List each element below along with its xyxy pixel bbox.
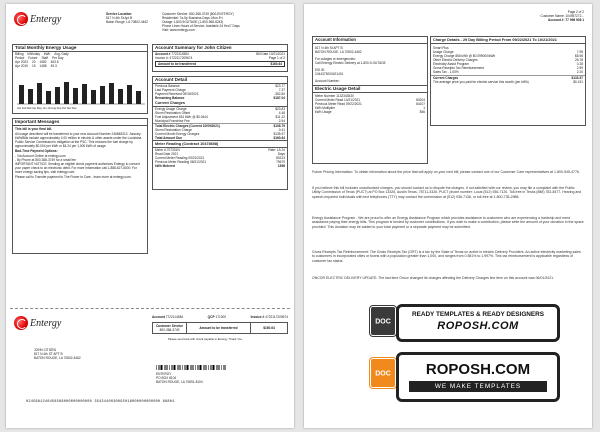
avg-price-label: The average price you paid for electric service this month (per kWh) — [433, 80, 529, 84]
doc-file-icon-orange — [370, 358, 396, 388]
usage-header-cell: Billing — [15, 52, 24, 56]
service-location-city: Baton Rouge, LA 70802-4462 — [106, 20, 149, 24]
usage-cell: 1580 — [39, 60, 47, 64]
promo-banner-2[interactable] — [396, 352, 560, 402]
charge-label: Fuel Adjustment 634 kWh @ $0.0444 — [155, 115, 208, 119]
messages-title: Important Messages — [13, 119, 147, 126]
address-line: PO BOX 8104 — [156, 376, 177, 380]
charge-detail-row — [431, 70, 585, 74]
extra-value: 0.41 — [278, 128, 285, 132]
detail-value: 7.37 — [278, 88, 285, 92]
service-location-label: Service Location — [106, 12, 132, 16]
total-value: $108.79 — [273, 124, 285, 128]
usage-cell: Per Day — [51, 56, 64, 60]
entergy-logo-icon — [14, 316, 28, 330]
usage-detail-value: 1 — [423, 106, 425, 110]
usage-header-cell: kWh/day — [27, 52, 40, 56]
bill-date-value: 10/21/2021 — [269, 52, 285, 56]
messages-body-3: Please call to Transfer payment to The Power to Care - learn more at entergy.com. — [15, 175, 132, 179]
pay-to-address — [156, 372, 203, 384]
account-info-body — [313, 44, 427, 85]
account-info-line: ESI ID: — [315, 68, 326, 72]
usage-header-cell: Avg. Daily — [54, 52, 69, 56]
detail-label: Payment Received 09/30/2021 — [155, 92, 199, 96]
detail-value: -352.84 — [274, 92, 285, 96]
stub-cs — [153, 323, 187, 333]
current-charges-value: $133.97 — [571, 76, 583, 80]
usage-months: Jan Feb Mar Apr May Jun Jul Aug Sep Oct Nov Dec — [17, 107, 77, 110]
detail-value: $23.77 — [275, 84, 285, 88]
service-location — [106, 12, 158, 24]
charge-detail-value: 2.20 — [576, 70, 583, 74]
dispute-paragraph: If you believe this bill includes unauthorized charges, you should contact us to dispute the charges. If not satisfied with our review, you may file a complaint with the Public Utility Commission of Texas (PUCT) at PO Box 13326, Austin Texas, 78711-3326. PUCT phone number: Local (512) 936-7120. Toll-free in Texas (888) 782-8477. Hearing and speech-impaired individuals with text telephones (TTY) may contact the commission at (512) 936-7136, or toll-free at 1-800-735-2988. — [312, 186, 582, 199]
messages-subtitle: This bill is your final bill. — [15, 127, 53, 131]
usage-cell: 463.5 — [50, 60, 59, 64]
stub-account-value: 7722114584 — [165, 315, 184, 319]
extra-label: Current Month Energy Charges — [155, 132, 200, 136]
charge-label: Storm Restoration Offset — [155, 111, 191, 115]
usage-cell: Apr 2023 — [15, 60, 28, 64]
account-info-title: Account Information — [313, 37, 427, 44]
extra-value: $160.64 — [273, 136, 285, 140]
usage-detail-value: 83204 — [416, 98, 425, 102]
usage-box — [12, 44, 148, 114]
page-info — [540, 10, 584, 22]
charge-value: $11.22 — [275, 115, 285, 119]
stub-note: Please send stub with check payable to Entergy. Thank You. — [168, 337, 243, 341]
meter-value: Rate: LA 24 — [268, 148, 285, 152]
cs-line: Phone Lines Hours of Service: Available 24 Hrs/7 Days — [162, 24, 240, 28]
usage-cell: 15 — [31, 64, 36, 68]
page-info-line: Page 2 of 2 — [567, 10, 584, 14]
meter-value: 79679 — [276, 160, 285, 164]
summary-row — [153, 56, 287, 60]
bill-date-label: Bill Date — [256, 52, 269, 56]
stub-transfer-value: $160.64 — [263, 326, 275, 330]
cs-line: Outage 1-800-9OUTAGE (1-800-968-8243) — [162, 20, 224, 24]
usage-detail-label: kWh Usage — [315, 110, 332, 114]
charge-detail-value: 26.78 — [575, 58, 583, 62]
gross-receipts-paragraph: Gross Receipts Tax Reimbursement: The Gross Receipts Tax (GRT) is a tax by the State of Texas on active in electric Delivery Providers. An active electricity marketing sales to customers in incorporated cities or towns with a population greater than 1,000, and ranges from 0.581% to 1.997%. This tax reimbursement is applicable regardless of customer tax status. — [312, 250, 581, 263]
entergy-logo — [14, 12, 61, 26]
address-line: JOHN CITIZEN — [34, 348, 56, 352]
usage-detail-label: Current Meter Read 10/21/2021 — [315, 98, 361, 102]
promo-banner-1-line-2: ROPOSH.COM — [437, 320, 519, 332]
account-info-line: BATON ROUGE, LA 70802-4462 — [315, 50, 362, 54]
usage-detail-value: 856 — [419, 110, 425, 114]
charge-details — [430, 36, 586, 126]
address-line: 817 N 4th ST APT B — [34, 352, 63, 356]
meter-title: Meter Reading (Contract 10478608) — [153, 140, 287, 148]
invoice-label: Invoice #: — [155, 56, 169, 60]
usage-detail-label: Meter Number 1132343530 — [315, 94, 354, 98]
stub-invoice-value: 4722117209674 — [265, 315, 288, 319]
important-messages — [12, 118, 148, 254]
total-label: Total Electric Charges (Current 10/09/2021) — [155, 124, 220, 128]
page-info-line: Customer Name: 104957272... — [540, 14, 584, 18]
brand-name: Entergy — [30, 13, 62, 25]
account-info-line: 1044373000421401 — [315, 72, 344, 76]
service-location-street: 817 N 4th St Apt B — [106, 16, 133, 20]
account-info-line: Account Number: — [315, 79, 340, 83]
pricing-info-paragraph: Future Pricing Information: To obtain information about the price that will apply on your next bill, please contact one of our Customer Care representatives at 1-800-545-4776. — [312, 170, 580, 174]
detail-label: Remaining Balance — [155, 96, 185, 100]
stub-qcp-value: 171000 — [215, 315, 227, 319]
usage-cell: Staff — [41, 56, 48, 60]
doc-icon-label: DOC — [375, 318, 391, 326]
kwh-value: 1598 — [277, 164, 285, 168]
extra-value: $135.97 — [273, 132, 285, 136]
stub-qcp-label: QCP — [207, 315, 215, 319]
postal-barcode — [156, 365, 226, 370]
account-value: 7722114584 — [171, 52, 189, 56]
page-count: Page 1 of 2 — [268, 56, 285, 60]
usage-box-title: Total Monthly Energy Usage — [13, 45, 147, 52]
kwh-label: kWh Metered — [155, 164, 175, 168]
usage-cell: 49.3 — [50, 64, 57, 68]
usage-cell: Future — [28, 56, 38, 60]
account-summary — [152, 44, 288, 72]
account-information — [312, 36, 428, 164]
account-detail — [152, 76, 288, 190]
extra-label: Storm Restoration Charge — [155, 128, 193, 132]
meter-value: Days — [277, 152, 285, 156]
promo-banner-1-line-1: READY TEMPLATES & READY DESIGNERS — [411, 311, 545, 318]
usage-row — [13, 64, 147, 68]
meter-label: Previous Meter Reading 08/21/2021 — [155, 160, 207, 164]
charge-detail-value: 2.59 — [576, 66, 583, 70]
charge-detail-value: 7.95 — [576, 50, 583, 54]
messages-body-2: - Via Account Online at entergy.com - By Phone at 800-368-3749 for a small fee IMPORTANT NOTICE: Sending an eligible check payment authorizes Entergy to convert your paper check to an electronic debit. For more information call 1-888-627-6000. For more energy saving tips, visit entergy.com. — [15, 154, 140, 174]
address-line: ENTERGY — [156, 372, 172, 376]
oncor-update-paragraph: ONCOR ELECTRIC DELIVERY UPDATE: The last time Oncor changed its charges affecting the Delivery Charges line item on this account was 06/01/2021. — [312, 276, 555, 280]
cs-line: Visit: www.entergy.com — [162, 28, 195, 32]
assistance-paragraph: Energy Assistance Program - We are proud to offer an Energy Assistance Program which provides assistance to customers who are experiencing a hardship and need assistance paying their energy bills. This program is funded by customer contributions. If you wish to make a contribution, please write the amount of your donation in the space provided. This donation may be added to your total payment or a separate payment may be submitted. — [312, 216, 584, 229]
cs-line: Residential: 7a-5p Business Days: Mon-Fri — [162, 16, 223, 20]
usage-detail-label: kWh Multiplier — [315, 106, 336, 110]
brand-name: Entergy — [30, 317, 62, 329]
account-info-line: For outages or emergencies: — [315, 57, 356, 61]
extra-label: Total Amount Due — [155, 136, 183, 140]
account-info-line: Call Entergy Electric Delivery at 1-800-9-OUTAGE — [315, 61, 386, 65]
account-detail-title: Account Detail — [153, 77, 287, 84]
meter-label: Current Meter Reading 09/21/2021 — [155, 156, 205, 160]
stub-cs-label: Customer Service — [155, 324, 184, 328]
charge-value: $23.83 — [275, 107, 285, 111]
cs-line: Customer Service: 800-368-3749 (800-ENTERGY) — [162, 12, 234, 16]
amount-due-label: Amount to be transferred — [158, 62, 197, 66]
promo-banner-2-line-2: WE MAKE TEMPLATES — [409, 381, 547, 392]
meter-value: 80313 — [276, 156, 285, 160]
page-info-line: Account #: 77 998 908 1 — [548, 18, 584, 22]
usage-cell: Period — [15, 56, 25, 60]
promo-banner-2-line-1: ROPOSH.COM — [425, 361, 531, 378]
detail-value: $187.04 — [273, 96, 285, 100]
current-charges-label: Current Charges — [433, 76, 459, 80]
stub-cs-value: 800-368-3749 — [159, 328, 180, 332]
usage-cell: 1488 — [39, 64, 47, 68]
detail-label: Previous Balance — [155, 84, 180, 88]
charge-value: 4.48 — [278, 111, 285, 115]
usage-cell: 20 — [31, 60, 36, 64]
charge-detail-value: $8.96 — [575, 54, 583, 58]
bill-page-1 — [6, 4, 294, 428]
amount-due-row — [155, 61, 285, 67]
charge-detail-label: Electricity Assist Program — [433, 62, 469, 66]
charge-detail-value: 0.28 — [576, 62, 583, 66]
entergy-logo-stub — [14, 316, 61, 330]
charge-detail-label: Gross Receipts Tax Reimbursement — [433, 66, 484, 70]
usage-detail-title: Electric Usage Detail — [313, 85, 427, 93]
cut-line — [10, 308, 290, 309]
promo-banner-1[interactable] — [396, 304, 560, 342]
address-line: BATON ROUGE, LA 70802-4462 — [34, 356, 81, 360]
usage-detail-row — [315, 110, 425, 114]
summary-title: Account Summary for John Citizen — [153, 45, 287, 52]
charge-details-title: Charge Details - 29 Day Billing Period From 09/22/2021 To 10/21/2021 — [431, 37, 585, 44]
address-line: BATON ROUGE, LA 70891-8104 — [156, 380, 203, 384]
usage-cell: Apr 2019 — [15, 64, 28, 68]
current-charges-title: Current Charges — [153, 100, 287, 107]
doc-icon-label: DOC — [375, 370, 391, 378]
stub-transfer-label: Amount to be transferred — [187, 323, 251, 333]
meter-label: Read Date 2021 — [155, 152, 179, 156]
doc-file-icon — [370, 306, 396, 336]
charge-detail-label: Smart Plus — [433, 46, 449, 50]
charge-label: Energy Usage Charge — [155, 107, 187, 111]
meter-label: Meter #:707331N — [155, 148, 180, 152]
stub-header — [152, 315, 288, 319]
usage-detail-table — [313, 93, 427, 115]
bill-page-2 — [304, 4, 592, 428]
kwh-row — [153, 164, 287, 168]
invoice-value: 4722117209674 — [169, 56, 193, 60]
usage-detail-label: Previous Meter Read 09/22/2021 — [315, 102, 362, 106]
usage-bar-chart — [17, 79, 145, 105]
charge-label: Municipal Franchise Fee — [155, 119, 190, 123]
messages-body: All usage described will be transferred to your new Account Number 246848312. January - kWh/Bills include approximately 4.00 million in electric & other assets under the Louisiana Public Service Commission's mitigation at the PSC. This reduces the fuel charge by approximately $0.004 per kWh or $4.24 per 1,000 kWh of usage. — [15, 132, 143, 148]
avg-price-value: $0.151 — [573, 80, 583, 84]
account-info-line: 817 N 4th St APT B — [315, 46, 343, 50]
usage-header-cell: kWh — [43, 52, 51, 56]
charge-detail-label: Other Electric Delivery Charges — [433, 58, 478, 62]
charge-detail-label: Usage Charge — [433, 50, 454, 54]
stub-invoice-label: Invoice # — [250, 315, 265, 319]
messages-subtitle-2: Bad-Time Payment Options: — [15, 149, 58, 153]
entergy-logo-icon — [14, 12, 28, 26]
amount-due-value: $160.64 — [270, 62, 282, 66]
micr-line: 0245881240458588000000000000 3543440030095016000000000000 88804 — [26, 400, 175, 404]
charge-detail-label: Sales Tax - 1.00% — [433, 70, 459, 74]
mail-to-address — [34, 348, 81, 360]
account-label: Account # — [155, 52, 171, 56]
usage-detail-value: 84107 — [416, 102, 425, 106]
charge-value: 2.54 — [278, 119, 285, 123]
detail-label: Last Payment Charge — [155, 88, 186, 92]
stub-account-label: Account — [152, 315, 165, 319]
charge-detail-label: Energy Charge 856 kWh @ $0.099000/kWh — [433, 54, 496, 58]
charge-details-body — [431, 44, 585, 86]
stub-amount-box — [152, 322, 288, 334]
avg-price-row — [431, 80, 585, 84]
customer-service-block — [162, 12, 288, 32]
